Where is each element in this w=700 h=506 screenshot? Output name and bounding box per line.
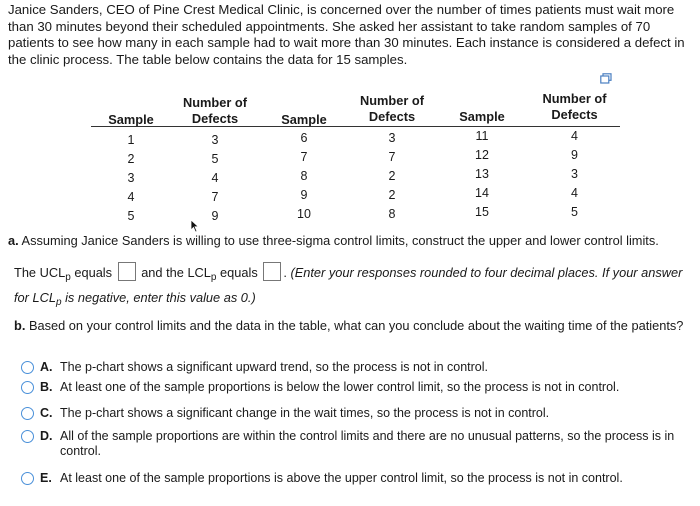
part-b-label: b. bbox=[14, 318, 26, 333]
part-a-text: Assuming Janice Sanders is willing to use three-sigma control limits, construct the upper and lower control limits. bbox=[21, 233, 659, 248]
radio-button[interactable] bbox=[21, 407, 34, 420]
radio-button[interactable] bbox=[21, 381, 34, 394]
table-cell: 14 bbox=[475, 186, 489, 200]
option-text: All of the sample proportions are within the control limits and there are no unusual patterns, so the process is in control. bbox=[60, 429, 675, 458]
table-cell: 4 bbox=[571, 186, 578, 200]
table-cell: 2 bbox=[127, 152, 135, 166]
table-cell: 2 bbox=[388, 188, 396, 202]
ucl-subscript: p bbox=[65, 272, 71, 283]
ucl-answer-input[interactable] bbox=[118, 262, 136, 281]
table-cell: 7 bbox=[300, 150, 308, 164]
header-sample-1: Sample bbox=[108, 112, 154, 127]
ucl-label: The UCL bbox=[14, 265, 66, 280]
table-cell: 3 bbox=[211, 133, 219, 147]
part-a-label: a. bbox=[8, 233, 19, 248]
defects-table bbox=[91, 88, 620, 221]
table-cell: 9 bbox=[211, 209, 219, 223]
table-cell: 9 bbox=[571, 148, 578, 162]
instruction-text-1: (Enter your responses rounded to four decimal places. If your answer for LCL bbox=[14, 265, 683, 305]
copy-icon[interactable] bbox=[600, 73, 612, 84]
instruction-text-2: is negative, enter this value as 0.) bbox=[65, 290, 256, 305]
option-text: At least one of the sample proportions is above the upper control limit, so the process is not in control. bbox=[60, 471, 623, 485]
table-cell: 4 bbox=[571, 129, 578, 143]
table-cell: 5 bbox=[127, 209, 135, 223]
table-cell: 2 bbox=[388, 169, 396, 183]
option-text: At least one of the sample proportions is below the lower control limit, so the process is not in control. bbox=[60, 380, 620, 394]
header-defects-3a: Number of bbox=[542, 91, 607, 106]
table-cell: 4 bbox=[211, 171, 219, 185]
option-letter: D. bbox=[40, 429, 53, 443]
instruction-subscript: p bbox=[55, 297, 62, 308]
table-cell: 7 bbox=[388, 150, 396, 164]
part-b-text: Based on your control limits and the data in the table, what can you conclude about the waiting time of the patients? bbox=[28, 318, 684, 333]
part-a-question bbox=[8, 233, 692, 248]
option-text: The p-chart shows a significant change in the wait times, so the process is not in control. bbox=[60, 406, 550, 420]
table-cell: 6 bbox=[300, 131, 308, 145]
header-sample-2: Sample bbox=[281, 112, 327, 127]
table-cell: 10 bbox=[297, 207, 311, 221]
table-cell: 3 bbox=[127, 171, 135, 185]
option-letter: C. bbox=[40, 406, 53, 420]
header-sample-3: Sample bbox=[459, 109, 505, 124]
table-cell: 9 bbox=[300, 188, 308, 202]
problem-intro: Janice Sanders, CEO of Pine Crest Medical Clinic, is concerned over the number of times patients must wait more than 30 minutes beyond their scheduled appointments. She asked her assistant to take random samples of 70 patients to see how many in each sample had to wait more than 30 minutes. Each instance is considered a defect in the clinic process. The table below contains the data for 15 samples. bbox=[8, 2, 685, 67]
header-defects-3b: Defects bbox=[551, 107, 598, 122]
option-letter: A. bbox=[40, 360, 53, 374]
table-cell: 7 bbox=[211, 190, 219, 204]
header-defects-1a: Number of bbox=[183, 95, 247, 110]
lcl-subscript: p bbox=[210, 272, 217, 283]
radio-button[interactable] bbox=[21, 472, 34, 485]
table-cell: 8 bbox=[388, 207, 396, 221]
part-b-question bbox=[14, 318, 694, 333]
table-cell: 5 bbox=[211, 152, 219, 166]
radio-button[interactable] bbox=[21, 430, 34, 443]
equals-text: equals bbox=[74, 265, 113, 280]
option-letter: B. bbox=[40, 380, 53, 394]
header-defects-2b: Defects bbox=[368, 109, 416, 124]
table-cell: 15 bbox=[475, 205, 489, 219]
header-divider bbox=[91, 126, 620, 127]
option-letter: E. bbox=[40, 471, 52, 485]
header-defects-2a: Number of bbox=[360, 93, 424, 108]
header-defects-1b: Defects bbox=[191, 111, 239, 126]
table-cell: 5 bbox=[571, 205, 578, 219]
control-limits-response: The $UCL_p$ equals and the $LCL_p$ equals . (Enter your responses rounded to four decimal places. If your answer for $LCL_p$ is negative, enter this value as 0.) bbox=[14, 262, 689, 313]
radio-button[interactable] bbox=[21, 361, 34, 374]
lcl-label: and the LCL bbox=[141, 265, 211, 280]
table-cell: 3 bbox=[571, 167, 578, 181]
table-cell: 1 bbox=[127, 133, 135, 147]
table-cell: 11 bbox=[475, 129, 489, 143]
table-cell: 3 bbox=[388, 131, 396, 145]
table-cell: 8 bbox=[300, 169, 308, 183]
equals-text: equals bbox=[220, 265, 258, 280]
table-cell: 12 bbox=[475, 148, 489, 162]
option-text: The p-chart shows a significant upward trend, so the process is not in control. bbox=[60, 360, 488, 374]
table-cell: 4 bbox=[127, 190, 135, 204]
table-cell: 13 bbox=[475, 167, 489, 181]
lcl-answer-input[interactable] bbox=[263, 262, 281, 281]
